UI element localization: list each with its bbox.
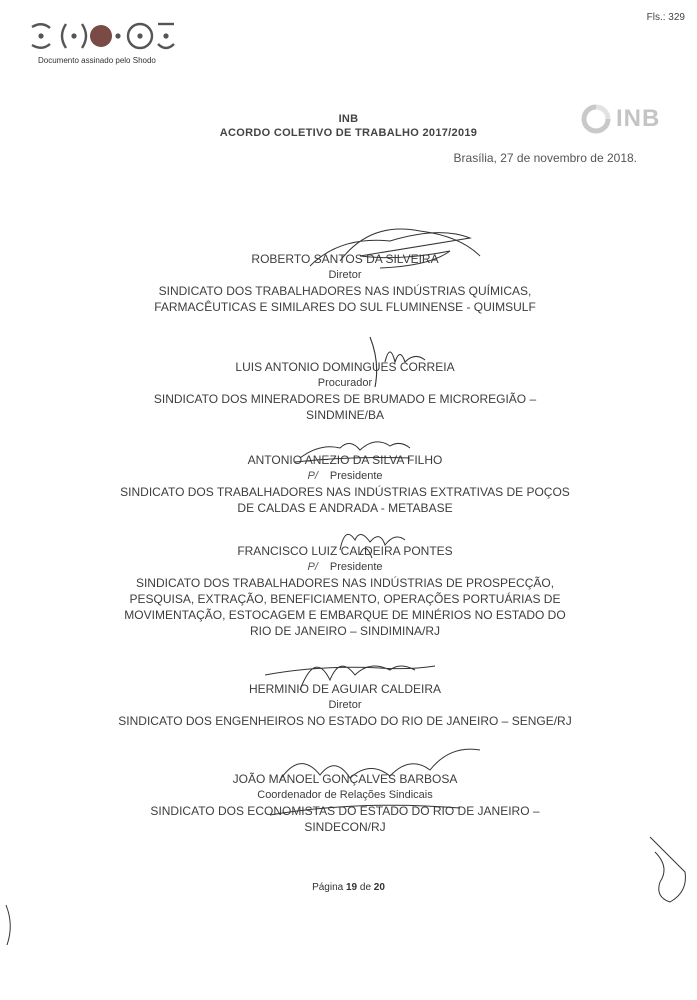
signatory-role-text: Presidente xyxy=(329,561,383,573)
signatory-name: FRANCISCO LUIZ CALDEIRA PONTES xyxy=(237,544,453,558)
union-line: SINDICATO DOS MINERADORES DE BRUMADO E MICROREGIÃO – xyxy=(153,392,537,406)
role-prefix: P/ xyxy=(307,561,318,573)
signatory-block xyxy=(40,543,650,639)
signatory-name: HERMINIO DE AGUIAR CALDEIRA xyxy=(248,682,442,696)
union-line: MOVIMENTAÇÃO, ESTOCAGEM E EMBARQUE DE MINÉRIOS NO ESTADO DO xyxy=(124,608,566,622)
signatory-role: Coordenador de Relações Sindicais xyxy=(257,789,433,801)
shodo-caption: Documento assinado pelo Shodo xyxy=(38,56,156,65)
union-line: SINDICATO DOS ENGENHEIROS NO ESTADO DO RIO DE JANEIRO – SENGE/RJ xyxy=(118,714,572,728)
signatory-role-text: Presidente xyxy=(329,470,383,482)
union-line: DE CALDAS E ANDRADA - METABASE xyxy=(237,501,453,515)
shodo-logo-icon xyxy=(28,18,178,54)
union-line: SINDMINE/BA xyxy=(305,408,384,422)
document-title xyxy=(0,112,697,140)
signatory-name: ANTONIO ANEZIO DA SILVA FILHO xyxy=(247,453,443,467)
union-line: SINDECON/RJ xyxy=(304,820,386,834)
footer-page-number: 19 xyxy=(345,882,358,893)
margin-mark-icon xyxy=(2,900,18,950)
title-org: INB xyxy=(338,113,359,125)
signatory-block xyxy=(40,681,650,729)
signatory-name: ROBERTO SANTOS DA SILVEIRA xyxy=(251,252,439,266)
union-line: SINDICATO DOS TRABALHADORES NAS INDÚSTRIAS DE PROSPECÇÃO, xyxy=(135,576,555,590)
union-line: SINDICATO DOS TRABALHADORES NAS INDÚSTRIAS QUÍMICAS, xyxy=(158,284,532,298)
signatory-block xyxy=(40,359,650,423)
footer-page-total: 20 xyxy=(373,882,385,893)
footer-separator: de xyxy=(359,882,372,893)
signatory-name: JOÃO MANOEL GONÇALVES BARBOSA xyxy=(232,772,458,786)
union-line: RIO DE JANEIRO – SINDIMINA/RJ xyxy=(249,624,441,638)
page-footer xyxy=(0,882,697,893)
signatory-role xyxy=(40,468,650,484)
union-line: FARMACÊUTICAS E SIMILARES DO SUL FLUMINENSE - QUIMSULF xyxy=(154,300,536,314)
page-folio: Fls.: 329 xyxy=(646,12,685,23)
union-line: SINDICATO DOS ECONOMISTAS DO ESTADO DO RIO DE JANEIRO – xyxy=(150,804,540,818)
title-agreement: ACORDO COLETIVO DE TRABALHO 2017/2019 xyxy=(219,127,478,139)
signatory-block xyxy=(40,452,650,516)
footer-prefix: Página xyxy=(312,882,344,893)
inb-logo-text: INB xyxy=(616,105,661,132)
role-prefix: P/ xyxy=(307,470,318,482)
signatory-role: Diretor xyxy=(328,699,362,711)
signatory-role: Procurador xyxy=(317,377,373,389)
union-line: SINDICATO DOS TRABALHADORES NAS INDÚSTRIAS EXTRATIVAS DE POÇOS xyxy=(120,485,570,499)
signatory-block xyxy=(40,251,650,315)
union-line: PESQUISA, EXTRAÇÃO, BENEFICIAMENTO, OPERAÇÕES PORTUÁRIAS DE xyxy=(129,592,561,606)
margin-mark-icon xyxy=(640,832,695,912)
signatory-role xyxy=(40,559,650,575)
place-date: Brasília, 27 de novembro de 2018. xyxy=(453,151,637,165)
signatory-role: Diretor xyxy=(328,269,362,281)
signatory-name: LUIS ANTONIO DOMINGUES CORREIA xyxy=(235,360,455,374)
signatory-block xyxy=(40,771,650,835)
